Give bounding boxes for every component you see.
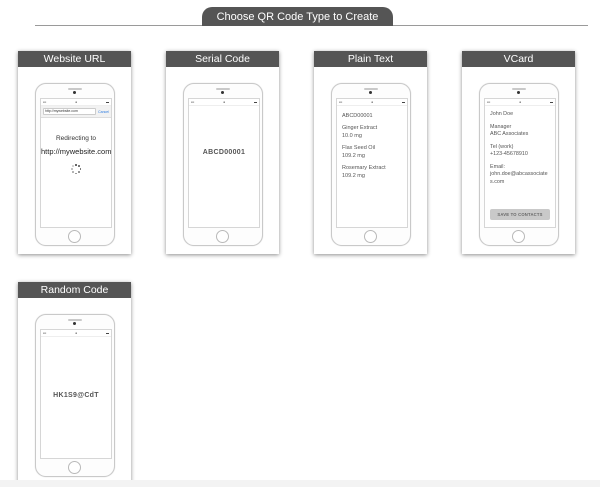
phone-mockup <box>35 314 115 477</box>
home-button-icon <box>512 230 525 243</box>
random-code-value: HK1S9@CdT <box>53 392 99 399</box>
card-title: Random Code <box>18 282 131 298</box>
phone-screen <box>40 98 112 228</box>
battery-icon: ▬ <box>253 100 257 104</box>
vcard-tel: +123-45678910 <box>490 151 528 157</box>
phone-speaker <box>512 88 526 90</box>
phone-camera <box>221 91 224 94</box>
clock-icon: ● <box>519 100 521 104</box>
card-title: VCard <box>462 51 575 67</box>
signal-icon: ▪▪▪ <box>43 100 47 104</box>
phone-camera <box>369 91 372 94</box>
card-vcard[interactable] <box>462 51 575 254</box>
status-bar <box>41 330 111 337</box>
vcard-content <box>485 106 555 191</box>
signal-icon: ▪▪▪ <box>339 100 343 104</box>
clock-icon: ● <box>223 100 225 104</box>
phone-mockup <box>183 83 263 246</box>
phone-screen <box>336 98 408 228</box>
card-plain-text[interactable] <box>314 51 427 254</box>
plain-text-content <box>337 106 407 186</box>
vcard-name: John Doe <box>490 111 514 117</box>
home-button-icon <box>216 230 229 243</box>
redirect-label: Redirecting to <box>55 135 97 142</box>
plain-line: 109.2 mg <box>342 173 365 179</box>
plain-line: ABCD00001 <box>342 113 373 119</box>
page-title: Choose QR Code Type to Create Batch <box>202 7 393 26</box>
battery-icon: ▬ <box>105 100 109 104</box>
phone-mockup <box>331 83 411 246</box>
plain-line: Rosemary Extract <box>342 165 386 171</box>
battery-icon: ▬ <box>549 100 553 104</box>
status-bar <box>189 99 259 106</box>
home-button-icon <box>68 230 81 243</box>
phone-speaker <box>68 319 82 321</box>
signal-icon: ▪▪▪ <box>191 100 195 104</box>
card-serial-code[interactable] <box>166 51 279 254</box>
home-button-icon <box>68 461 81 474</box>
phone-mockup <box>479 83 559 246</box>
vcard-email-label: Email: <box>490 163 505 170</box>
phone-mockup <box>35 83 115 246</box>
plain-line: Ginger Extract <box>342 125 378 131</box>
phone-camera <box>73 91 76 94</box>
phone-camera <box>73 322 76 325</box>
vcard-email: john.doe@abcassociates.com <box>490 171 548 185</box>
card-title: Website URL <box>18 51 131 67</box>
url-field: http://mywebsite.com <box>43 108 96 115</box>
vcard-tel-label: Tel (work) <box>490 143 514 150</box>
card-website-url[interactable] <box>18 51 131 254</box>
browser-url-bar <box>41 106 111 118</box>
phone-camera <box>517 91 520 94</box>
battery-icon: ▬ <box>105 331 109 335</box>
phone-speaker <box>68 88 82 90</box>
phone-screen <box>188 98 260 228</box>
card-title: Plain Text <box>314 51 427 67</box>
plain-line: Flax Seed Oil <box>342 145 376 151</box>
status-bar <box>337 99 407 106</box>
plain-line: 109.2 mg <box>342 153 365 159</box>
signal-icon: ▪▪▪ <box>487 100 491 104</box>
vcard-company: ABC Associates <box>490 131 529 137</box>
loading-spinner-icon <box>71 164 81 174</box>
plain-line: 10.0 mg <box>342 133 362 139</box>
save-to-contacts-button[interactable]: SAVE TO CONTACTS <box>490 209 550 220</box>
home-button-icon <box>364 230 377 243</box>
phone-screen <box>40 329 112 459</box>
bottom-bar <box>0 480 600 487</box>
phone-screen <box>484 98 556 228</box>
vcard-job-title: Manager <box>490 123 512 130</box>
serial-code-value: ABCD00001 <box>202 149 246 156</box>
clock-icon: ● <box>75 331 77 335</box>
status-bar <box>41 99 111 106</box>
clock-icon: ● <box>75 100 77 104</box>
status-bar <box>485 99 555 106</box>
battery-icon: ▬ <box>401 100 405 104</box>
redirect-url: http://mywebsite.com <box>41 147 112 156</box>
card-title: Serial Code <box>166 51 279 67</box>
signal-icon: ▪▪▪ <box>43 331 47 335</box>
cancel-link: Cancel <box>98 109 109 114</box>
phone-speaker <box>216 88 230 90</box>
card-random-code[interactable] <box>18 282 131 485</box>
clock-icon: ● <box>371 100 373 104</box>
phone-speaker <box>364 88 378 90</box>
